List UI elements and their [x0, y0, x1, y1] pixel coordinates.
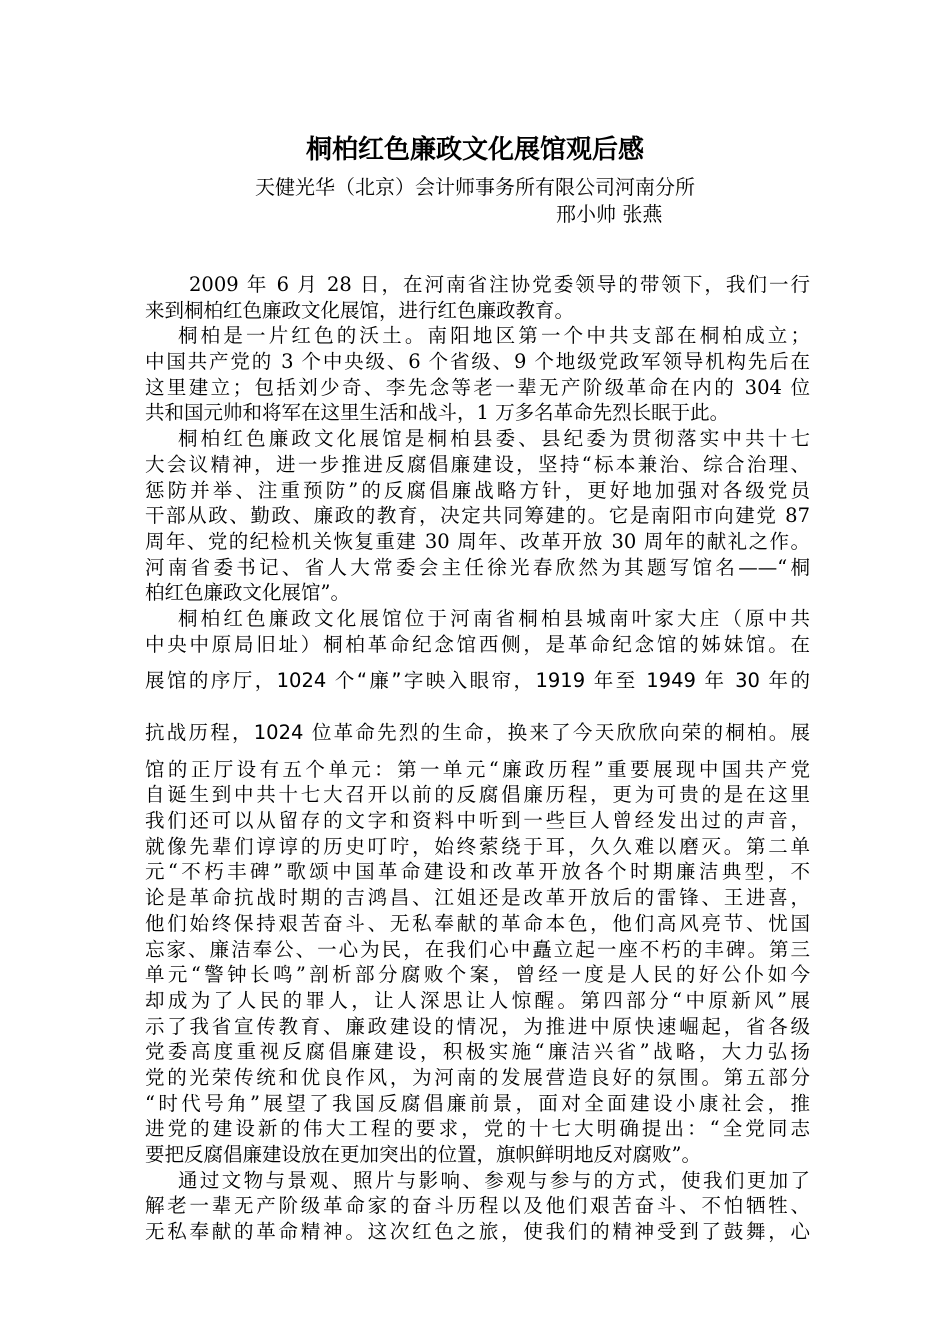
paragraph-3-line-1: 桐柏红色廉政文化展馆是桐柏县委、县纪委为贯彻落实中共十七 — [178, 427, 810, 451]
paragraph-4-line-20: 要把反腐倡廉建设放在更加突出的位置，旗帜鲜明地反对腐败”。 — [145, 1143, 701, 1166]
paragraph-4-line-8: 就像先辈们谆谆的历史叮咛，始终萦绕于耳，久久难以磨灭。第二单 — [145, 834, 810, 858]
paragraph-3-line-3: 惩防并举、注重预防”的反腐倡廉战略方针，更好地加强对各级党员 — [145, 478, 810, 502]
organization-line: 天健光华（北京）会计师事务所有限公司河南分所 — [255, 175, 695, 199]
paragraph-2-line-4: 共和国元帅和将军在这里生活和战斗，1 万多名革命先烈长眠于此。 — [145, 401, 730, 425]
paragraph-4-line-19: 进党的建设新的伟大工程的要求，党的十七大明确提出：“全党同志 — [145, 1117, 810, 1141]
paragraph-4-line-4: 抗战历程，1024 位革命先烈的生命，换来了今天欣欣向荣的桐柏。展 — [145, 721, 810, 744]
paragraph-4-line-14: 却成为了人民的罪人，让人深思让人惊醒。第四部分“中原新风”展 — [145, 988, 810, 1012]
paragraph-5-line-1: 通过文物与景观、照片与影响、参观与参与的方式，使我们更加了 — [178, 1168, 810, 1192]
paragraph-1-line-1: 2009 年 6 月 28 日，在河南省注协党委领导的带领下，我们一行 — [189, 273, 810, 296]
paragraph-4-line-12: 忘家、廉洁奉公、一心为民，在我们心中矗立起一座不朽的丰碑。第三 — [145, 937, 810, 961]
paragraph-1-line-2: 来到桐柏红色廉政文化展馆，进行红色廉政教育。 — [145, 298, 575, 322]
paragraph-4-line-3: 展馆的序厅，1024 个“廉”字映入眼帘，1919 年至 1949 年 30 年的 — [145, 669, 810, 693]
paragraph-2-line-3: 这里建立；包括刘少奇、李先念等老一辈无产阶级革命在内的 304 位 — [145, 375, 810, 399]
paragraph-4-line-15: 示了我省宣传教育、廉政建设的情况，为推进中原快速崛起，省各级 — [145, 1014, 810, 1038]
paragraph-3-line-6: 河南省委书记、省人大常委会主任徐光春欣然为其题写馆名——“桐 — [145, 555, 810, 579]
paragraph-5-line-2: 解老一辈无产阶级革命家的奋斗历程以及他们艰苦奋斗、不怕牺牲、 — [145, 1194, 810, 1218]
paragraph-4-line-6: 自诞生到中共十七大召开以前的反腐倡廉历程，更为可贵的是在这里 — [145, 783, 810, 807]
paragraph-4-line-13: 单元“警钟长鸣”剖析部分腐败个案，曾经一度是人民的好公仆如今 — [145, 963, 810, 987]
paragraph-4-line-11: 他们始终保持艰苦奋斗、无私奉献的革命本色，他们高风亮节、忧国 — [145, 911, 810, 935]
paragraph-2-line-1: 桐柏是一片红色的沃土。南阳地区第一个中共支部在桐柏成立； — [178, 324, 810, 348]
paragraph-3-line-5: 周年、党的纪检机关恢复重建 30 周年、改革开放 30 周年的献礼之作。 — [145, 529, 810, 553]
paragraph-3-line-7: 柏红色廉政文化展馆”。 — [145, 581, 350, 605]
paragraph-4-line-16: 党委高度重视反腐倡廉建设，积极实施“廉洁兴省”战略，大力弘扬 — [145, 1040, 810, 1064]
document-title: 桐柏红色廉政文化展馆观后感 — [305, 135, 644, 165]
paragraph-4-line-5: 馆的正厅设有五个单元：第一单元“廉政历程”重要展现中国共产党 — [145, 757, 810, 781]
paragraph-2-line-2: 中国共产党的 3 个中央级、6 个省级、9 个地级党政军领导机构先后在 — [145, 350, 810, 374]
paragraph-4-line-2: 中央中原局旧址）桐柏革命纪念馆西侧，是革命纪念馆的姊妹馆。在 — [145, 632, 810, 656]
document-body — [145, 272, 810, 1245]
paragraph-5-line-3: 无私奉献的革命精神。这次红色之旅，使我们的精神受到了鼓舞，心 — [145, 1220, 810, 1244]
paragraph-4-line-18: “时代号角”展望了我国反腐倡廉前景，面对全面建设小康社会，推 — [145, 1091, 810, 1115]
paragraph-3-line-4: 干部从政、勤政、廉政的教育，决定共同筹建的。它是南阳市向建党 87 — [145, 504, 810, 528]
paragraph-3-line-2: 大会议精神，进一步推进反腐倡廉建设，坚持“标本兼治、综合治理、 — [145, 452, 810, 476]
paragraph-4-line-1: 桐柏红色廉政文化展馆位于河南省桐柏县城南叶家大庄（原中共 — [178, 606, 810, 630]
authors-line: 邢小帅 张燕 — [556, 202, 663, 226]
paragraph-4-line-7: 我们还可以从留存的文字和资料中听到一些巨人曾经发出过的声音， — [145, 809, 810, 833]
paragraph-4-line-17: 党的光荣传统和优良作风，为河南的发展营造良好的氛围。第五部分 — [145, 1065, 810, 1089]
paragraph-4-line-10: 论是革命抗战时期的吉鸿昌、江姐还是改革开放后的雷锋、王进喜， — [145, 886, 810, 910]
paragraph-4-line-9: 元“不朽丰碑”歌颂中国革命建设和改革开放各个时期廉洁典型，不 — [145, 860, 810, 884]
